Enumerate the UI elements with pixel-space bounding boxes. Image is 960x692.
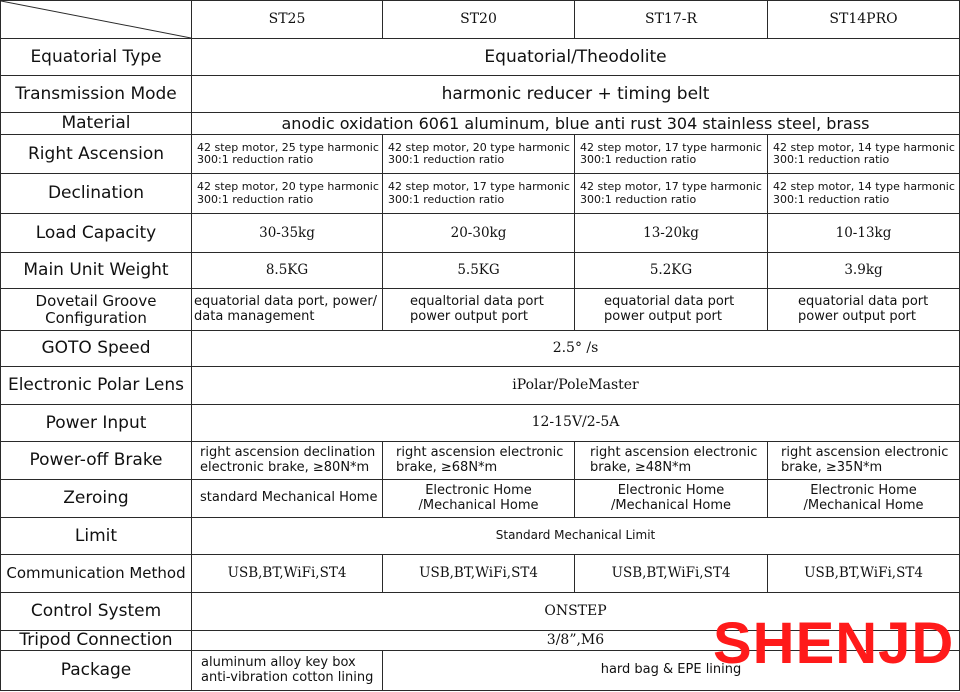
cell-line: right ascension electronic	[590, 445, 758, 461]
cell-st25	[192, 651, 383, 691]
cell-line: /Mechanical Home	[610, 497, 732, 513]
cell-line: 42 step motor, 14 type harmonic	[773, 180, 955, 194]
row-main-unit-weight	[1, 253, 960, 289]
cell-st20	[383, 289, 575, 331]
model-st25: ST25	[192, 1, 383, 39]
row-value: 12-15V/2-5A	[192, 405, 960, 442]
row-communication	[1, 555, 960, 593]
row-value: harmonic reducer + timing belt	[192, 76, 960, 113]
cell-line: Electronic Home	[810, 483, 917, 499]
row-label: Zeroing	[1, 480, 192, 518]
cell-line: equatorial data port	[798, 294, 929, 310]
cell-st17r: 13-20kg	[575, 214, 768, 253]
cell-line: 42 step motor, 25 type harmonic	[197, 140, 379, 154]
row-label: Package	[1, 651, 192, 691]
cell-st25	[192, 442, 383, 480]
row-power-input	[1, 405, 960, 442]
cell-st14pro: USB,BT,WiFi,ST4	[768, 555, 960, 593]
cell-line: power output port	[410, 308, 528, 324]
cell-line: equatorial data port	[604, 294, 735, 310]
row-label: Electronic Polar Lens	[1, 367, 192, 405]
cell-line: 300:1 reduction ratio	[197, 153, 314, 166]
cell-line: equatorial data port, power/	[194, 294, 378, 310]
row-label: Declination	[1, 174, 192, 214]
corner-cell	[1, 1, 192, 39]
cell-st25: standard Mechanical Home	[192, 480, 383, 518]
cell-st17r: USB,BT,WiFi,ST4	[575, 555, 768, 593]
cell-line: brake, ≥48N*m	[590, 459, 692, 475]
cell-st20	[383, 442, 575, 480]
row-label: Control System	[1, 593, 192, 631]
row-label: Main Unit Weight	[1, 253, 192, 289]
cell-st14pro	[768, 135, 960, 174]
cell-line: 300:1 reduction ratio	[388, 192, 505, 206]
row-label: Right Ascension	[1, 135, 192, 174]
cell-line: anti-vibration cotton lining	[201, 669, 374, 685]
cell-st14pro	[768, 174, 960, 214]
cell-line: electronic brake, ≥80N*m	[200, 459, 370, 475]
cell-line: 300:1 reduction ratio	[197, 192, 314, 206]
row-value: iPolar/PoleMaster	[192, 367, 960, 405]
cell-st25	[192, 174, 383, 214]
cell-line: 300:1 reduction ratio	[773, 192, 890, 206]
row-zeroing	[1, 480, 960, 518]
header-row	[1, 1, 960, 39]
cell-st14pro	[768, 289, 960, 331]
cell-st20	[383, 480, 575, 518]
cell-st17r	[575, 480, 768, 518]
model-st20: ST20	[383, 1, 575, 39]
cell-st20: 5.5KG	[383, 253, 575, 289]
cell-line: 300:1 reduction ratio	[580, 192, 697, 206]
cell-line: right ascension declination	[200, 445, 376, 461]
row-polar-lens	[1, 367, 960, 405]
row-right-ascension	[1, 135, 960, 174]
cell-line: right ascension electronic	[781, 445, 949, 461]
row-equatorial-type	[1, 39, 960, 76]
cell-line: 42 step motor, 20 type harmonic	[197, 180, 379, 194]
cell-line: 300:1 reduction ratio	[388, 153, 505, 166]
cell-line: equaltorial data port	[410, 294, 544, 310]
row-material	[1, 113, 960, 135]
cell-line: Electronic Home	[617, 483, 725, 499]
cell-st20: USB,BT,WiFi,ST4	[383, 555, 575, 593]
cell-line: Electronic Home	[425, 483, 532, 499]
model-st17r: ST17-R	[575, 1, 768, 39]
row-value: anodic oxidation 6061 aluminum, blue anti rust 304 stainless steel, brass	[192, 113, 960, 135]
cell-st17r	[575, 135, 768, 174]
cell-line: 42 step motor, 20 type harmonic	[388, 140, 570, 154]
cell-line: /Mechanical Home	[418, 497, 539, 513]
row-declination	[1, 174, 960, 214]
watermark-logo: SHENJD	[713, 611, 955, 676]
cell-line: data management	[194, 308, 315, 324]
row-limit	[1, 518, 960, 555]
cell-st17r	[575, 174, 768, 214]
cell-st14pro	[768, 480, 960, 518]
cell-line: 42 step motor, 17 type harmonic	[388, 180, 570, 194]
row-label: GOTO Speed	[1, 331, 192, 367]
diagonal-line	[1, 1, 191, 38]
cell-line: power output port	[798, 308, 916, 324]
cell-st25	[192, 289, 383, 331]
cell-st20: 20-30kg	[383, 214, 575, 253]
row-label: Tripod Connection	[1, 631, 192, 651]
row-load-capacity	[1, 214, 960, 253]
row-label: Transmission Mode	[1, 76, 192, 113]
cell-line: right ascension electronic	[396, 445, 564, 461]
row-goto-speed	[1, 331, 960, 367]
cell-line: 300:1 reduction ratio	[580, 153, 697, 166]
row-value: Equatorial/Theodolite	[192, 39, 960, 76]
cell-line: 42 step motor, 14 type harmonic	[773, 140, 955, 154]
row-label: Limit	[1, 518, 192, 555]
cell-st25: 8.5KG	[192, 253, 383, 289]
row-label: Power-off Brake	[1, 442, 192, 480]
cell-others: hard bag & EPE lining	[383, 651, 960, 691]
row-power-off-brake	[1, 442, 960, 480]
row-value: 3/8”,M6	[192, 631, 960, 651]
row-label: Load Capacity	[1, 214, 192, 253]
cell-line: /Mechanical Home	[803, 497, 924, 513]
cell-st17r	[575, 289, 768, 331]
cell-st20	[383, 174, 575, 214]
cell-line: 42 step motor, 17 type harmonic	[580, 140, 762, 154]
cell-line: power output port	[604, 308, 722, 324]
row-label: Equatorial Type	[1, 39, 192, 76]
row-transmission-mode	[1, 76, 960, 113]
row-value: 2.5° /s	[192, 331, 960, 367]
row-label	[1, 289, 192, 331]
label-line: Configuration	[45, 308, 147, 327]
row-value: Standard Mechanical Limit	[192, 518, 960, 555]
cell-st25: 30-35kg	[192, 214, 383, 253]
label-line: Dovetail Groove	[35, 292, 157, 310]
row-label: Communication Method	[1, 555, 192, 593]
model-st14pro: ST14PRO	[768, 1, 960, 39]
cell-line: brake, ≥35N*m	[781, 459, 883, 475]
cell-st14pro	[768, 442, 960, 480]
cell-st14pro: 3.9kg	[768, 253, 960, 289]
cell-line: aluminum alloy key box	[201, 655, 356, 671]
cell-st17r	[575, 442, 768, 480]
cell-line: 42 step motor, 17 type harmonic	[580, 180, 762, 194]
cell-st20	[383, 135, 575, 174]
row-label: Power Input	[1, 405, 192, 442]
row-value: ONSTEP	[192, 593, 960, 631]
cell-st25	[192, 135, 383, 174]
cell-line: 300:1 reduction ratio	[773, 153, 890, 166]
row-dovetail	[1, 289, 960, 331]
cell-st25: USB,BT,WiFi,ST4	[192, 555, 383, 593]
row-label: Material	[1, 113, 192, 135]
cell-st14pro: 10-13kg	[768, 214, 960, 253]
cell-line: brake, ≥68N*m	[396, 459, 498, 475]
cell-st17r: 5.2KG	[575, 253, 768, 289]
